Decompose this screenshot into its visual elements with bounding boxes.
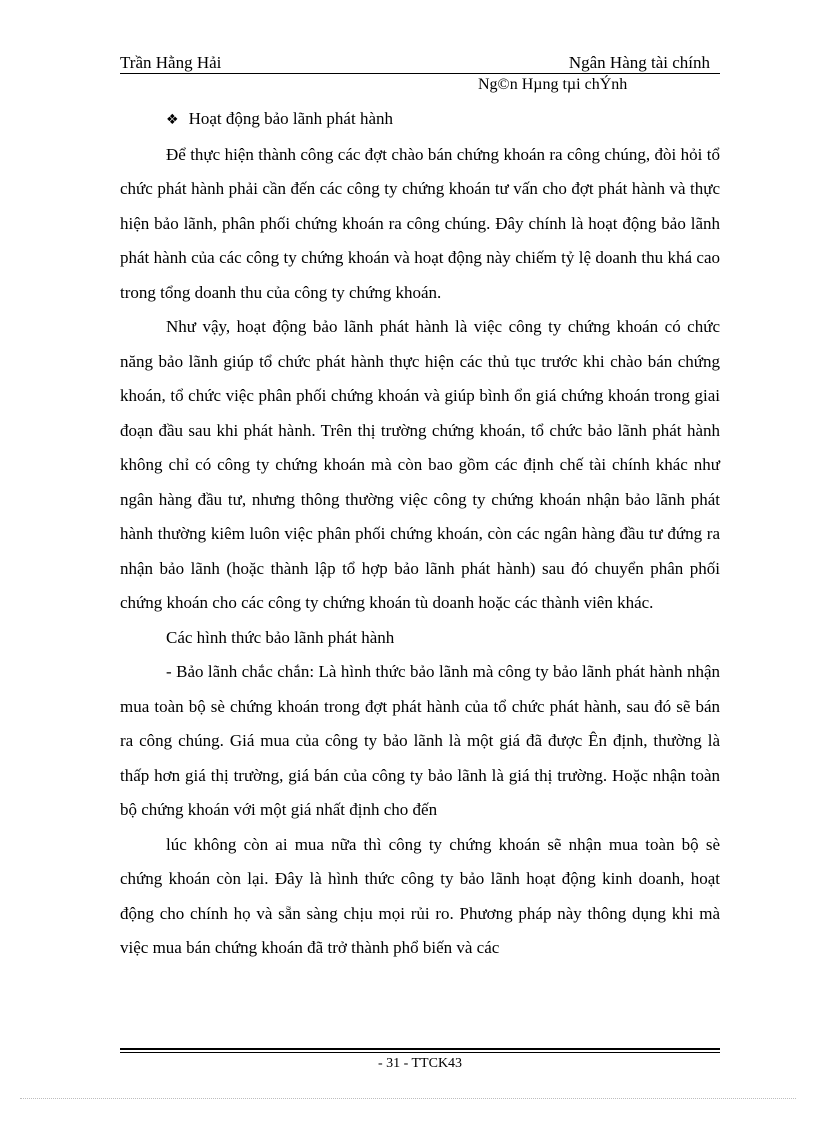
paragraph-2: Như vậy, hoạt động bảo lãnh phát hành là việc công ty chứng khoán có chức năng bảo lãnh giúp tổ chức phát hành thực hiện các thủ tục trước khi chào bán chứng khoán, tổ chức việc phân phối chứng khoán và giúp bình ổn giá chứng khoán trong giai đoạn đầu sau khi phát hành. Trên thị trường chứng khoán, tổ chức bảo lãnh phát hành không chỉ có công ty chứng khoán mà còn bao gồm các định chế tài chính khác như ngân hàng đầu tư, nhưng thông thường việc công ty chứng khoán nhận bảo lãnh phát hành thường kiêm luôn việc phân phối chứng khoán, còn các ngân hàng đầu tư đứng ra nhận bảo lãnh (hoặc thành lập tổ hợp bảo lãnh phát hành) sau đó chuyển phân phối chứng khoán cho các công ty chứng khoán tù doanh hoặc các thành viên khác. (120, 317, 720, 612)
page-footer: - 31 - TTCK43 (377, 1056, 463, 1071)
section-title: Hoạt động bảo lãnh phát hành (188, 109, 393, 128)
paragraph-1: Để thực hiện thành công các đợt chào bán chứng khoán ra công chúng, đòi hỏi tổ chức phát hành phải cần đến các công ty chứng khoán tư vấn cho đợt phát hành và thực hiện bảo lãnh, phân phối chứng khoán ra công chúng. Đây chính là hoạt động bảo lãnh phát hành của các công ty chứng khoán và hoạt động này chiếm tỷ lệ doanh thu khá cao trong tổng doanh thu của công ty chứng khoán. (120, 144, 720, 302)
section-heading (120, 102, 720, 138)
document-body (120, 102, 720, 966)
header-author: Trần Hằng Hải (120, 53, 222, 72)
footer-rule-thick (120, 1048, 720, 1050)
diamond-bullet-icon: ❖ (166, 112, 179, 128)
header-rule (120, 73, 720, 74)
subheading-forms: Các hình thức bảo lãnh phát hành (166, 627, 395, 647)
header-subject: Ngân Hàng tài chính (568, 53, 710, 72)
paragraph-4: lúc không còn ai mua nữa thì công ty chứng khoán sẽ nhận mua toàn bộ sè chứng khoán còn lại. Đây là hình thức công ty bảo lãnh hoạt động kinh doanh, hoạt động cho chính họ và sẵn sàng chịu mọi rủi ro. Phương pháp này thông dụng khi mà việc mua bán chứng khoán đã trở thành phổ biến và các (120, 834, 720, 957)
page-bottom-dotted-line (20, 1098, 796, 1099)
footer-rule-thin (120, 1052, 720, 1053)
paragraph-3: - Bảo lãnh chắc chắn: Là hình thức bảo lãnh mà công ty bảo lãnh phát hành nhận mua toàn bộ sè chứng khoán trong đợt phát hành của tổ chức phát hành, sau đó sẽ bán ra công chúng. Giá mua của công ty bảo lãnh là một giá đã được Ên định, thường là thấp hơn giá thị trường, giá bán của công ty bảo lãnh là giá thị trường. Hoặc nhận toàn bộ chứng khoán với một giá nhất định cho đến (120, 662, 720, 819)
header-garbled-line: Ng©n Hµng tµi chÝnh (478, 76, 628, 93)
